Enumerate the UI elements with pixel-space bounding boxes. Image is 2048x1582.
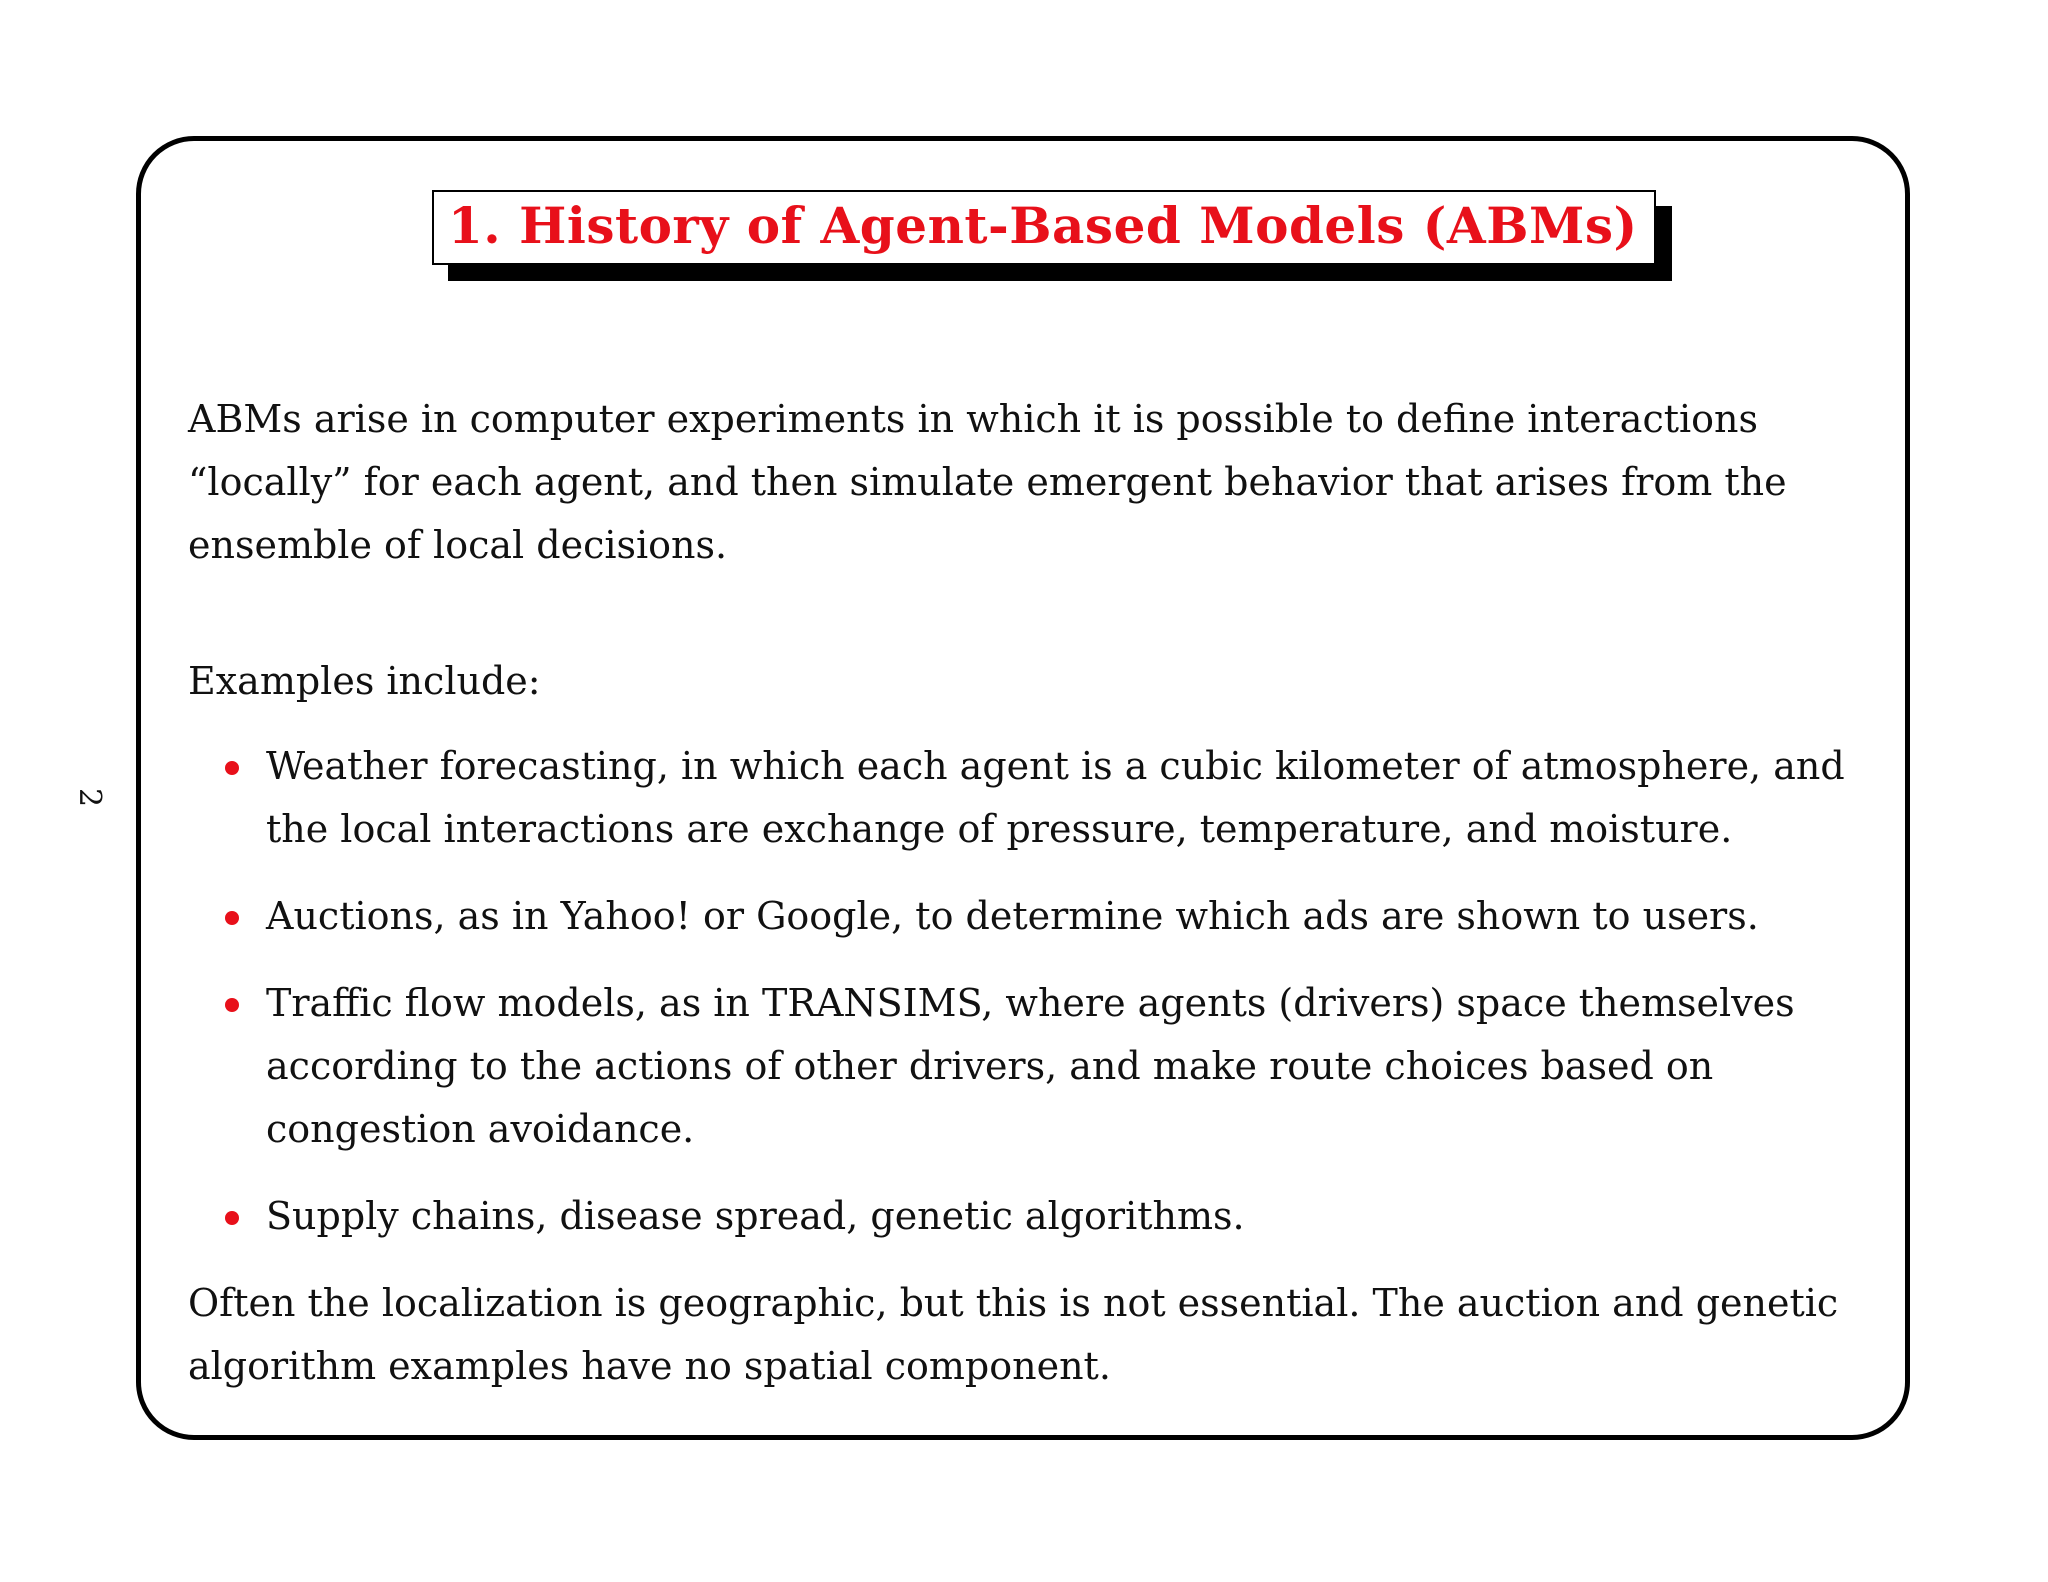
bullet-icon [225,761,239,775]
intro-paragraph: ABMs arise in computer experiments in which it is possible to define interactions “locally” for each agent, and then simulate emergent behavior that arises from the ensemble of local decisions. [188,397,1787,567]
conclusion-paragraph: Often the localization is geographic, but this is not essential. The auction and genetic algorithm examples have no spatial component. [188,1281,1839,1388]
page-number: 2 [72,787,108,808]
bullet-icon [225,911,239,925]
title-box [432,190,1656,265]
examples-label: Examples include: [188,659,541,703]
list-item [188,735,1878,861]
bullet-icon [225,1211,239,1225]
list-item-text: Weather forecasting, in which each agent is a cubic kilometer of atmosphere, and the local interactions are exchange of pressure, temperature, and moisture. [266,744,1845,851]
list-item-text: Auctions, as in Yahoo! or Google, to determine which ads are shown to users. [266,894,1759,938]
list-item [188,885,1878,948]
slide-title: 1. History of Agent-Based Models (ABMs) [448,196,1638,255]
list-item [188,1185,1878,1248]
list-item-text: Traffic flow models, as in TRANSIMS, where agents (drivers) space themselves according to the actions of other drivers, and make route choices based on congestion avoidance. [266,981,1795,1151]
bullet-icon [225,998,239,1012]
slide-content [188,388,1878,1398]
list-item [188,972,1878,1161]
list-item-text: Supply chains, disease spread, genetic algorithms. [266,1194,1245,1238]
examples-list [188,735,1878,1248]
slide-title-container [432,190,1656,265]
